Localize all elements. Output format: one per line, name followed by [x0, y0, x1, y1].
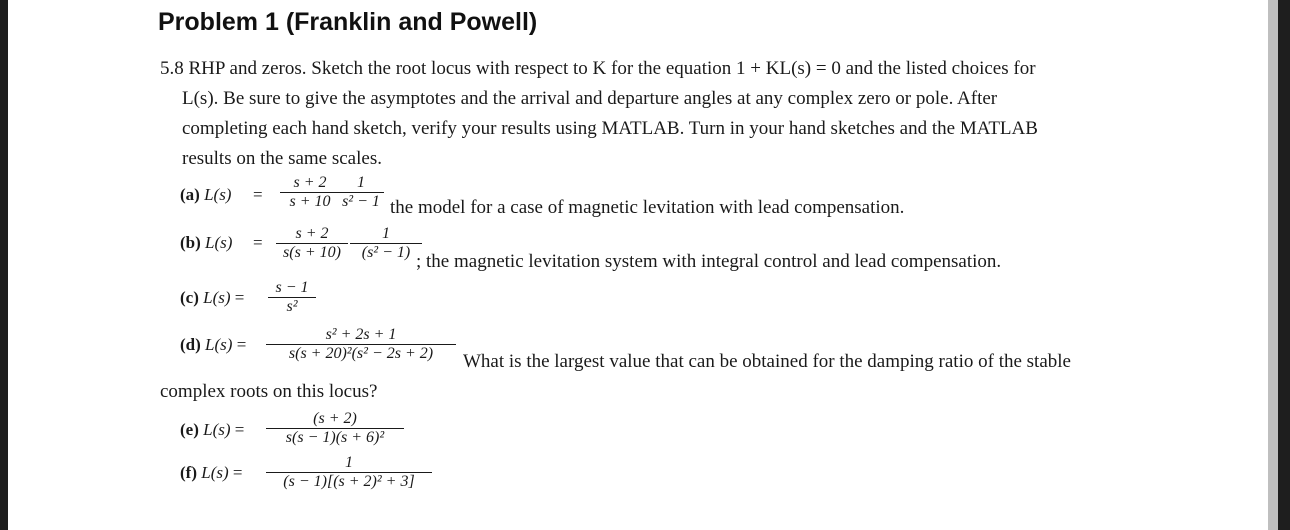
part-b-lhs: L(s)	[205, 233, 233, 252]
part-f-label: (f)	[180, 463, 197, 482]
part-e-fraction	[266, 411, 404, 446]
part-d-note: What is the largest value that can be obtained for the damping ratio of the stable	[463, 351, 1071, 372]
part-d-numerator: s² + 2s + 1	[325, 326, 397, 343]
right-window-edge	[1278, 0, 1290, 530]
part-e-denominator: s(s − 1)(s + 6)²	[285, 429, 385, 446]
part-b-denominator-2: (s² − 1)	[361, 244, 411, 261]
part-a-note: the model for a case of magnetic levitation with lead compensation.	[390, 197, 905, 218]
part-c-label: (c)	[180, 288, 199, 307]
part-c-numerator: s − 1	[275, 279, 309, 296]
part-c-fraction	[268, 280, 316, 315]
part-d-fraction	[266, 327, 456, 362]
part-a-denominator-2: s² − 1	[342, 193, 380, 210]
part-a-fraction-2	[338, 175, 384, 210]
part-c-denominator: s²	[286, 298, 298, 315]
part-f-lhs: L(s)	[201, 463, 229, 482]
part-b-numerator-1: s + 2	[295, 225, 329, 242]
problem-title: Problem 1 (Franklin and Powell)	[158, 8, 538, 36]
part-a-numerator-1: s + 2	[293, 174, 327, 191]
part-b-note: ; the magnetic levitation system with integral control and lead compensation.	[416, 251, 1002, 272]
intro-line-3: completing each hand sketch, verify your results using MATLAB. Turn in your hand sketches and the MATLAB	[182, 118, 1038, 139]
part-e-lhs: L(s)	[203, 420, 231, 439]
intro-line-2: L(s). Be sure to give the asymptotes and the arrival and departure angles at any complex zero or pole. After	[182, 88, 998, 109]
equals-sign: =	[253, 233, 263, 252]
part-a-label: (a)	[180, 185, 200, 204]
equals-sign: =	[253, 185, 263, 204]
part-e-numerator: (s + 2)	[313, 410, 357, 427]
part-d-note-continued: complex roots on this locus?	[160, 381, 378, 402]
part-b-numerator-2: 1	[382, 225, 390, 242]
part-c-lhs: L(s)	[203, 288, 231, 307]
part-e-label: (e)	[180, 420, 199, 439]
intro-line-4: results on the same scales.	[182, 148, 382, 169]
left-window-edge	[0, 0, 8, 530]
part-b-denominator-1: s(s + 10)	[283, 244, 341, 261]
part-a-lhs: L(s)	[204, 185, 232, 204]
scrollbar-track[interactable]	[1268, 0, 1278, 530]
part-b-fraction-2	[350, 226, 422, 261]
part-f-numerator: 1	[345, 454, 353, 471]
intro-line-1: 5.8 RHP and zeros. Sketch the root locus with respect to K for the equation 1 + KL(s) = 0 and the listed choices for	[160, 58, 1036, 79]
part-f-fraction	[266, 455, 432, 490]
part-a-denominator-1: s + 10	[289, 193, 331, 210]
part-f-denominator: (s − 1)[(s + 2)² + 3]	[283, 473, 415, 490]
part-a-fraction-1	[280, 175, 340, 210]
part-b-fraction-1	[276, 226, 348, 261]
part-b-label: (b)	[180, 233, 201, 252]
part-a-numerator-2: 1	[357, 174, 365, 191]
part-d-label: (d)	[180, 335, 201, 354]
part-d-denominator: s(s + 20)²(s² − 2s + 2)	[288, 345, 434, 362]
part-d-lhs: L(s)	[205, 335, 233, 354]
